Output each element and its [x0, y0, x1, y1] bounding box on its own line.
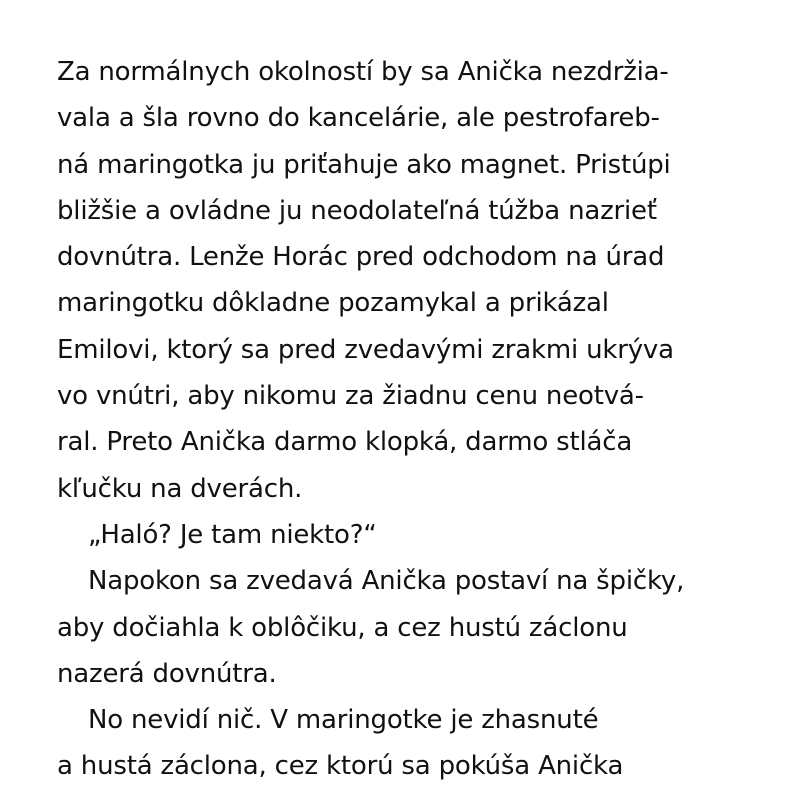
- text-line: ral. Preto Anička darmo klopká, darmo stláča: [57, 427, 633, 458]
- text-line: bližšie a ovládne ju neodolateľná túžba nazrieť: [57, 195, 657, 226]
- text-line: a hustá záclona, cez ktorú sa pokúša Anička: [57, 751, 624, 782]
- paragraph-start-line: No nevidí nič. V maringotke je zhasnuté: [88, 705, 599, 736]
- text-line: ná maringotka ju priťahuje ako magnet. Pristúpi: [57, 149, 671, 180]
- paragraph-start-line: Napokon sa zvedavá Anička postaví na špičky,: [88, 566, 685, 597]
- dialogue-line: „Haló? Je tam niekto?“: [88, 519, 377, 550]
- text-line: dovnútra. Lenže Horác pred odchodom na úrad: [57, 242, 665, 273]
- text-line: kľučku na dverách.: [57, 473, 303, 504]
- text-line: vo vnútri, aby nikomu za žiadnu cenu neotvá-: [57, 381, 644, 412]
- text-line: maringotku dôkladne pozamykal a prikázal: [57, 288, 609, 319]
- text-line: Emilovi, ktorý sa pred zvedavými zrakmi ukrýva: [57, 334, 674, 365]
- text-line: Za normálnych okolností by sa Anička nezdržia-: [57, 57, 669, 87]
- text-line: vala a šla rovno do kancelárie, ale pestrofareb-: [57, 103, 660, 134]
- text-line: aby dočiahla k oblôčiku, a cez hustú záclonu: [57, 612, 628, 643]
- book-page-text: [57, 49, 757, 790]
- text-line: nazerá dovnútra.: [57, 658, 277, 689]
